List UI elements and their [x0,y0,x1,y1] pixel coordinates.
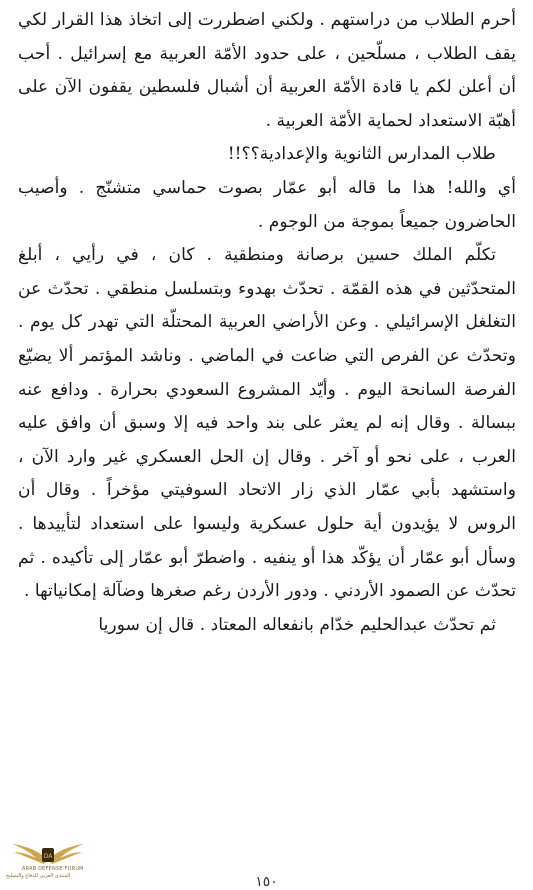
svg-text:DA: DA [43,853,53,860]
paragraph-abu-ammar: أي والله! هذا ما قاله أبو عمّار بصوت حماسي متشنّج . وأصيب الحاضرون جميعاً بموجة من الوجوم . [18,177,516,232]
paragraph-king-hussein: تكلّم الملك حسين برصانة ومنطقية . كان ، في رأيي ، أبلغ المتحدّثين في هذه القمّة . تحدّث بهدوء وبتسلسل منطقي . تحدّث عن التغلغل الإسرائيلي . وعن الأراضي العربية المحتلّة التي تهدر كل يوم . وتحدّث عن الفرص التي ضاعت في الماضي . وناشد المؤتمر ألا يضيّع الفرصة السانحة اليوم . وأيّد المشروع السعودي بحرارة . ودافع عنه ببسالة . وقال إنه لم يعثر على بند واحد فيه إلا وسبق أن وافق عليه العرب ، على نحو أو آخر . وقال إن الحل العسكري غير وارد الآن ، واستشهد بأبي عمّار الذي زار الاتحاد السوفيتي مؤخراً . وقال أن الروس لا يؤيدون أية حلول عسكرية وليسوا على استعداد لتأييدها . وسأل أبو عمّار أن يؤكّد هذا أو ينفيه . واضطرّ أبو عمّار إلى تأكيده . ثم تحدّث عن الصمود الأردني . ودور الأردن رغم صغرها وضآلة إمكانياتها . [18,245,516,602]
paragraph-khaddam: ثم تحدّث عبدالحليم خدّام بانفعاله المعتاد . قال إن سوريا [98,614,496,635]
winged-emblem-icon [4,836,92,868]
watermark-subtitle: المنتدى العربي للدفاع والتسليح [6,873,71,879]
document-page [18,4,516,642]
paragraph-continued: أحرم الطلاب من دراستهم . ولكني اضطررت إلى اتخاذ هذا القرار لكي يقف الطلاب ، مسلّحين ، على حدود الأمّة العربية مع إسرائيل . أحب أن أعلن لكم يا قادة الأمّة العربية أن أشبال فلسطين يقفون الآن على أهبّة الاستعداد لحماية الأمّة العربية . [18,10,516,131]
watermark-title: ARAB DEFENSE FORUM [22,866,84,872]
paragraph-question: طلاب المدارس الثانوية والإعدادية؟؟!! [227,144,496,165]
page-number: ١٥٠ [255,874,278,890]
